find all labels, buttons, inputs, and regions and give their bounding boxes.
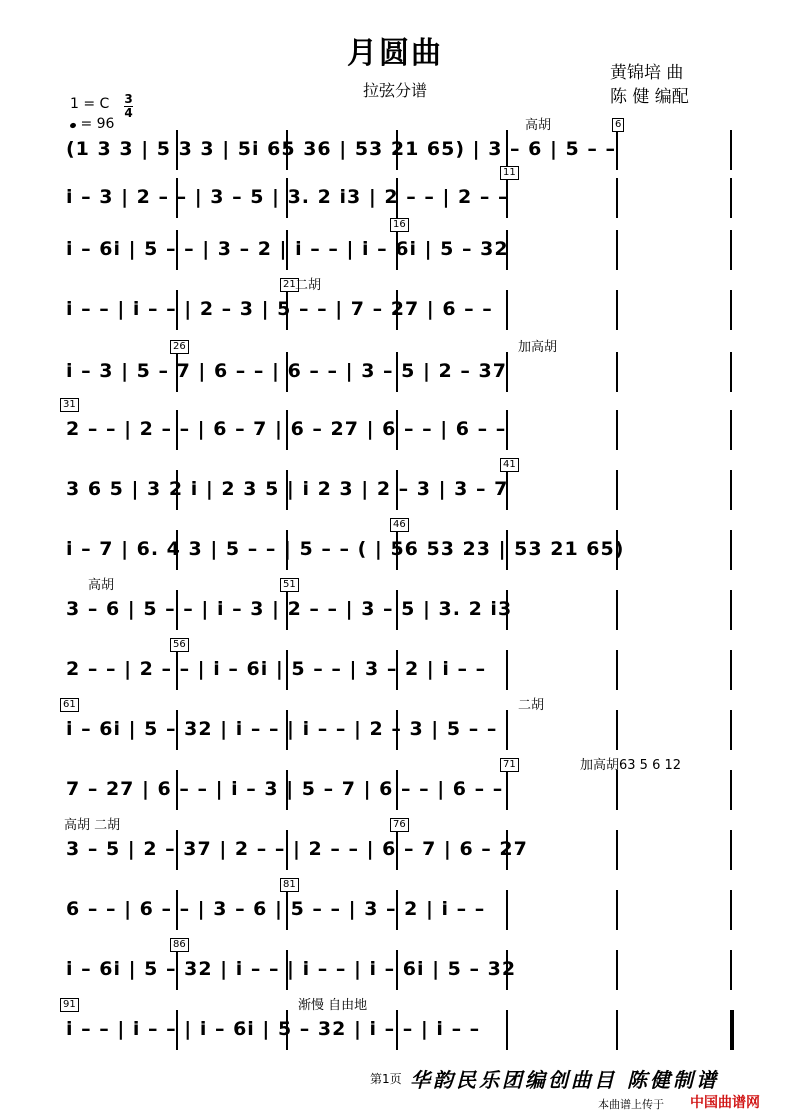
instrument-label: 二胡 <box>518 698 545 713</box>
time-signature-denominator: 4 <box>124 106 133 120</box>
barline <box>506 1010 508 1050</box>
barline <box>616 950 618 990</box>
score-system <box>0 879 790 954</box>
instrument-label: 二胡 <box>295 278 322 293</box>
barline <box>730 352 732 392</box>
score-subtitle: 拉弦分谱 <box>362 81 427 100</box>
footer-credit: 华韵民乐团编创曲目 陈健制谱 <box>410 1068 719 1092</box>
barline <box>616 1010 618 1050</box>
barline <box>616 710 618 750</box>
barline <box>506 710 508 750</box>
measure-number: 21 <box>280 278 299 292</box>
score-system <box>0 278 790 354</box>
instrument-label: 加高胡 <box>518 340 558 355</box>
page-number: 第1页 <box>370 1072 402 1086</box>
barline <box>616 130 618 170</box>
tempo-value: = 96 <box>80 116 115 132</box>
measure-number: 41 <box>500 458 519 472</box>
quarter-note-icon <box>69 122 76 129</box>
jianpu-notes: 7 – 27 | 6 – – | i – 3 | 5 – 7 | 6 – – | 6 – – <box>66 778 504 800</box>
barline <box>616 590 618 630</box>
barline <box>730 830 732 870</box>
score-system <box>0 219 790 294</box>
measure-number: 61 <box>60 698 79 712</box>
barline <box>730 290 732 330</box>
time-signature <box>124 93 133 120</box>
instrument-label: 加高胡63 5 6 12 <box>580 758 682 773</box>
upload-note: 本曲谱上传于 <box>598 1098 664 1111</box>
barline <box>616 890 618 930</box>
time-signature-numerator: 3 <box>124 92 133 106</box>
measure-number: 26 <box>170 340 189 354</box>
jianpu-notes: 6 – – | 6 – – | 3 – 6 | 5 – – | 3 – 2 | i – – <box>66 898 486 920</box>
score-system <box>0 818 790 894</box>
jianpu-notes: i – 6i | 5 – 32 | i – – | i – – | 2 – 3 | 5 – – <box>66 718 498 740</box>
barline <box>616 650 618 690</box>
jianpu-notes: i – 7 | 6. 4 3 | 5 – – | 5 – – ( | 56 53 23 | 53 21 65) <box>66 538 625 560</box>
barline <box>506 410 508 450</box>
barline <box>506 890 508 930</box>
barline <box>730 770 732 810</box>
composer-credit: 黄锦培 曲 <box>610 63 684 83</box>
barline <box>730 530 732 570</box>
measure-number: 31 <box>60 398 79 412</box>
barline <box>730 410 732 450</box>
barline <box>730 470 732 510</box>
barline <box>616 230 618 270</box>
barline <box>730 710 732 750</box>
measure-number: 71 <box>500 758 519 772</box>
score-title: 月圆曲 <box>347 36 443 71</box>
barline <box>730 230 732 270</box>
score-system <box>0 340 790 416</box>
measure-number: 11 <box>500 166 519 180</box>
measure-number: 81 <box>280 878 299 892</box>
jianpu-notes: 3 – 5 | 2 – 37 | 2 – – | 2 – – | 6 – 7 | 6 – 27 <box>66 838 528 860</box>
key-signature: 1 = C <box>70 96 110 112</box>
barline <box>730 1010 734 1050</box>
barline <box>730 890 732 930</box>
jianpu-notes: i – 6i | 5 – – | 3 – 2 | i – – | i – 6i | 5 – 32 <box>66 238 509 260</box>
barline <box>730 650 732 690</box>
barline <box>506 770 508 810</box>
measure-number: 46 <box>390 518 409 532</box>
barline <box>616 290 618 330</box>
jianpu-notes: (1 3 3 | 5 3 3 | 5i 65 36 | 53 21 65) | 3 – 6 | 5 – – <box>66 138 617 160</box>
measure-number: 91 <box>60 998 79 1012</box>
score-system <box>0 399 790 474</box>
score-system <box>0 519 790 594</box>
jianpu-notes: 2 – – | 2 – – | 6 – 7 | 6 – 27 | 6 – – | 6 – – <box>66 418 507 440</box>
barline <box>730 130 732 170</box>
measure-number: 16 <box>390 218 409 232</box>
jianpu-notes: 3 6 5 | 3 2 i | 2 3 5 | i 2 3 | 2 – 3 | 3 – 7 <box>66 478 509 500</box>
jianpu-notes: i – – | i – – | 2 – 3 | 5 – – | 7 – 27 | 6 – – <box>66 298 493 320</box>
barline <box>730 178 732 218</box>
measure-number: 51 <box>280 578 299 592</box>
measure-number: 56 <box>170 638 189 652</box>
barline <box>730 950 732 990</box>
barline <box>506 650 508 690</box>
instrument-label: 高胡 二胡 <box>64 818 121 833</box>
barline <box>730 590 732 630</box>
jianpu-notes: 3 – 6 | 5 – – | i – 3 | 2 – – | 3 – 5 | 3. 2 i3 <box>66 598 513 620</box>
score-system <box>0 578 790 654</box>
instrument-label: 渐慢 自由地 <box>298 998 368 1013</box>
score-system <box>0 939 790 1014</box>
barline <box>616 178 618 218</box>
jianpu-notes: i – 3 | 2 – – | 3 – 5 | 3. 2 i3 | 2 – – | 2 – – <box>66 186 509 208</box>
jianpu-notes: i – 3 | 5 – 7 | 6 – – | 6 – – | 3 – 5 | 2 – 37 <box>66 360 507 382</box>
measure-number: 76 <box>390 818 409 832</box>
jianpu-notes: 2 – – | 2 – – | i – 6i | 5 – – | 3 – 2 | i – – <box>66 658 487 680</box>
jianpu-notes: i – 6i | 5 – 32 | i – – | i – – | i – 6i | 5 – 32 <box>66 958 517 980</box>
score-system <box>0 639 790 714</box>
barline <box>616 830 618 870</box>
arranger-credit: 陈 健 编配 <box>610 87 689 107</box>
barline <box>616 352 618 392</box>
barline <box>616 470 618 510</box>
barline <box>616 770 618 810</box>
instrument-label: 高胡 <box>525 118 552 133</box>
site-logo: 中国曲谱网 <box>690 1095 760 1111</box>
jianpu-notes: i – – | i – – | i – 6i | 5 – 32 | i – – | i – – <box>66 1018 481 1040</box>
instrument-label: 高胡 <box>88 578 115 593</box>
measure-number: 86 <box>170 938 189 952</box>
barline <box>506 290 508 330</box>
measure-number: 6 <box>612 118 624 132</box>
barline <box>616 410 618 450</box>
